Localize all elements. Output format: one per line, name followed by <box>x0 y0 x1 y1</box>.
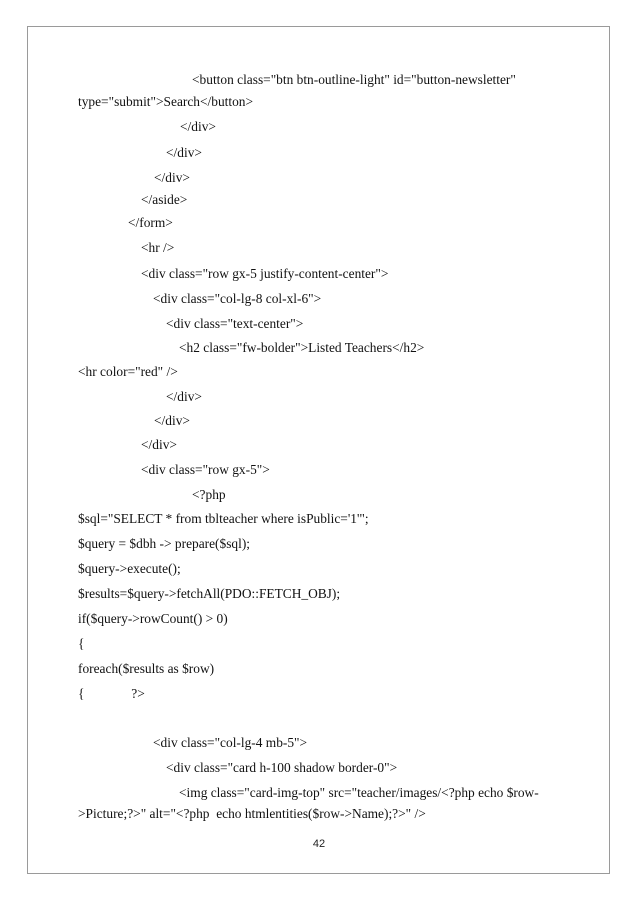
code-line: <div class="card h-100 shadow border-0"> <box>166 760 398 775</box>
page-number: 42 <box>312 838 326 850</box>
code-line: foreach($results as $row) <box>78 661 215 676</box>
code-line: <hr /> <box>141 240 175 255</box>
code-line: </div> <box>154 413 190 428</box>
code-line: >Picture;?>" alt="<?php echo htmlentities($row->Name);?>" /> <box>78 806 426 821</box>
code-line: </div> <box>141 437 177 452</box>
code-line: type="submit">Search</button> <box>78 94 254 109</box>
code-line: <div class="col-lg-4 mb-5"> <box>153 735 308 750</box>
code-line: <hr color="red" /> <box>78 364 178 379</box>
code-line: <div class="row gx-5 justify-content-center"> <box>141 266 389 281</box>
code-line: $results=$query->fetchAll(PDO::FETCH_OBJ); <box>78 586 341 601</box>
code-line: <div class="col-lg-8 col-xl-6"> <box>153 291 322 306</box>
code-line: { <box>78 636 85 651</box>
code-line: <h2 class="fw-bolder">Listed Teachers</h2> <box>179 340 425 355</box>
code-line: <button class="btn btn-outline-light" id="button-newsletter" <box>192 72 516 87</box>
code-line: <div class="row gx-5"> <box>141 462 270 477</box>
code-line: </div> <box>166 145 202 160</box>
code-line: </div> <box>154 170 190 185</box>
code-line: $query = $dbh -> prepare($sql); <box>78 536 251 551</box>
code-line: </div> <box>166 389 202 404</box>
code-line: </div> <box>180 119 216 134</box>
code-line: $query->execute(); <box>78 561 181 576</box>
code-line: { ?> <box>78 686 145 701</box>
code-line: <?php <box>192 487 226 502</box>
code-line: $sql="SELECT * from tblteacher where isPublic='1'"; <box>78 511 369 526</box>
code-line: </aside> <box>141 192 188 207</box>
page-border <box>27 26 610 874</box>
code-line: if($query->rowCount() > 0) <box>78 611 228 626</box>
code-line: <img class="card-img-top" src="teacher/images/<?php echo $row- <box>179 785 539 800</box>
code-line: <div class="text-center"> <box>166 316 304 331</box>
code-line: </form> <box>128 215 173 230</box>
